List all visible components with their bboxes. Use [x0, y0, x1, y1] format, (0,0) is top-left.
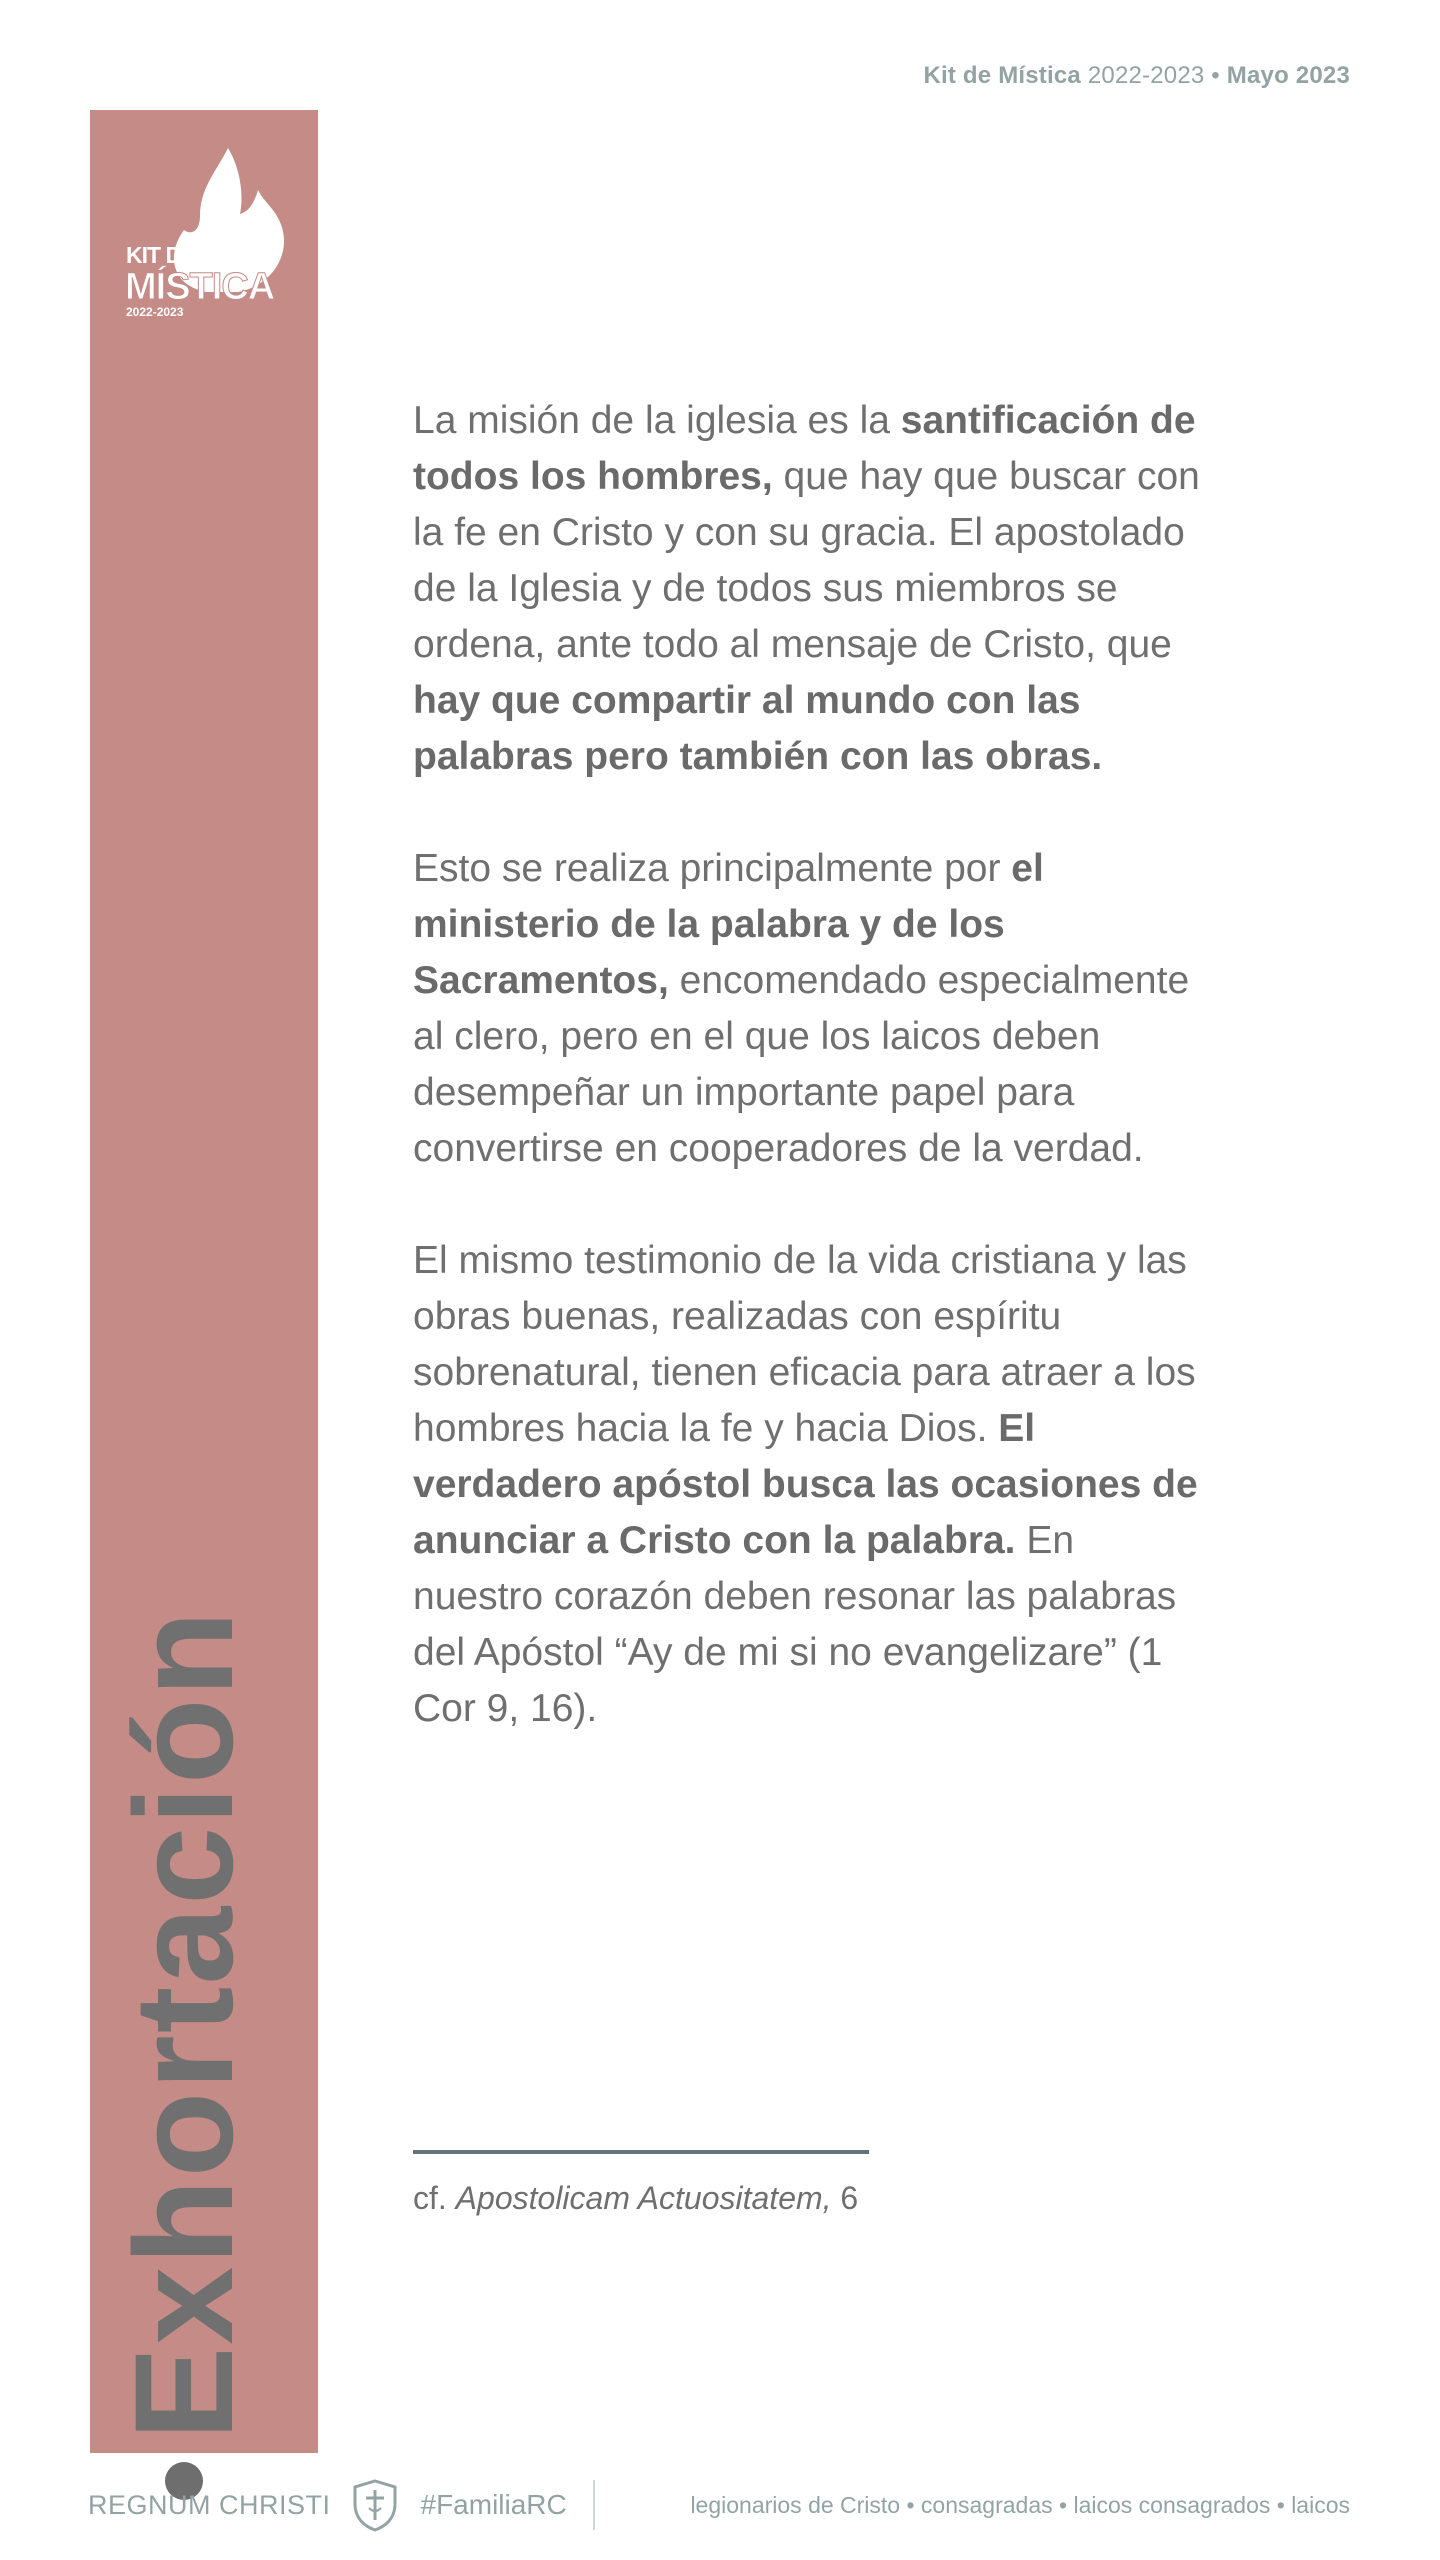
section-title: Exhortación	[105, 1608, 262, 2440]
cross-shield-icon	[351, 2478, 399, 2532]
body-text	[413, 393, 1213, 1793]
paragraph-text: El mismo testimonio de la vida cristiana y las obras buenas, realizadas con espíritu sobrenatural, tienen eficacia para atraer a los hombres hacia la fe y hacia Dios.	[413, 1239, 1196, 1450]
paragraph-text: encomendado especialmente al clero, pero en el que los laicos deben desempeñar un importante papel para convertirse en cooperadores de la verdad.	[413, 959, 1190, 1170]
logo-line1: KIT DE	[126, 242, 196, 268]
emphasis-text: el ministerio de la palabra y de los Sacramentos,	[413, 847, 1044, 1002]
header-years: 2022-2023	[1087, 62, 1205, 89]
citation-number: 6	[831, 2180, 859, 2216]
body-paragraph	[413, 393, 1213, 785]
citation-source: Apostolicam Actuositatem,	[455, 2180, 832, 2216]
citation-divider	[413, 2150, 869, 2154]
paragraph-text: Esto se realiza principalmente por	[413, 847, 1012, 890]
kit-mistica-logo	[120, 142, 290, 319]
footer	[88, 2475, 1350, 2535]
paragraph-text: La misión de la iglesia es la	[413, 399, 901, 442]
logo-line2: MÍSTICA	[125, 266, 275, 308]
emphasis-text: hay que compartir al mundo con las palabras pero también con las obras.	[413, 679, 1103, 778]
emphasis-text: santificación de todos los hombres,	[413, 399, 1196, 498]
paragraph-text: En nuestro corazón deben resonar las palabras del Apóstol “Ay de mi si no evangelizare” (1 Cor 9, 16).	[413, 1519, 1177, 1730]
paragraph-text: que hay que buscar con la fe en Cristo y con su gracia. El apostolado de la Iglesia y de todos sus miembros se ordena, ante todo al mensaje de Cristo, que	[413, 455, 1200, 666]
header-bullet: •	[1211, 62, 1220, 89]
citation	[413, 2180, 858, 2217]
footer-branches: legionarios de Cristo • consagradas • laicos consagrados • laicos	[690, 2491, 1350, 2518]
body-paragraph	[413, 1233, 1213, 1737]
body-paragraph	[413, 841, 1213, 1177]
footer-separator	[593, 2480, 595, 2530]
citation-prefix: cf.	[413, 2180, 456, 2216]
emphasis-text: El verdadero apóstol busca las ocasiones de anunciar a Cristo con la palabra.	[413, 1407, 1198, 1562]
header-month: Mayo 2023	[1226, 62, 1350, 89]
kit-label: Kit de Mística	[923, 62, 1081, 89]
section-title-vertical	[105, 1608, 262, 2500]
footer-brand: REGNUM CHRISTI	[88, 2489, 331, 2520]
logo-years: 2022-2023	[126, 305, 184, 319]
footer-hashtag: #FamiliaRC	[420, 2489, 567, 2520]
header-meta	[923, 62, 1350, 90]
